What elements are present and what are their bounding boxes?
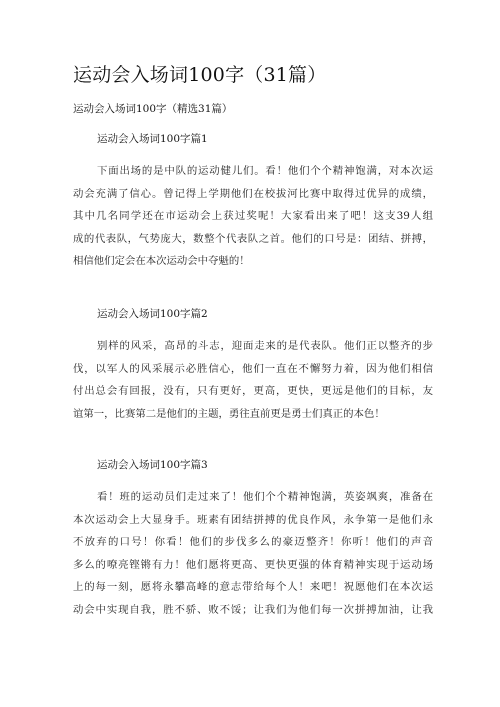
document-title: 运动会入场词100字（31篇）: [73, 64, 327, 86]
paragraph-line: 看！班的运动员们走过来了！他们个个精神饱满，英姿飒爽，准备在: [97, 491, 433, 503]
paragraph-line: 相信他们定会在本次运动会中夺魁的！: [73, 255, 250, 268]
section-heading-2: 运动会入场词100字篇2: [97, 308, 208, 320]
paragraph-line: 上的每一刻，愿将永攀高峰的意志带给每个人！来吧！祝愿他们在本次运: [73, 581, 433, 594]
paragraph-line: 多么的嘹亮铿锵有力！他们愿将更高、更快更强的体育精神实现于运动场: [73, 558, 433, 571]
paragraph-line: 付出总会有回报，没有，只有更好，更高，更快，更远是他们的目标，友: [73, 385, 433, 398]
paragraph-line: 别样的风采，高昂的斗志，迎面走来的是代表队。他们正以整齐的步: [97, 340, 433, 352]
paragraph-line: 不放弃的口号！你看！他们的步伐多么的豪迈整齐！你听！他们的声音: [73, 536, 433, 549]
paragraph-line: 其中几名同学还在市运动会上获过奖呢！大家看出来了吧！这支39人组: [73, 210, 433, 223]
section-body-1: [73, 160, 433, 273]
paragraph-line: 成的代表队，气势庞大，数整个代表队之首。他们的口号是：团结、拼搏，: [73, 232, 433, 245]
paragraph-line: 本次运动会上大显身手。班素有团结拼搏的优良作风，永争第一是他们永: [73, 513, 433, 526]
section-body-2: [73, 335, 433, 425]
paragraph-line: 下面出场的是中队的运动健儿们。看！他们个个精神饱满，对本次运: [97, 165, 433, 177]
paragraph-line: 动会充满了信心。曾记得上学期他们在校拔河比赛中取得过优异的成绩，: [73, 187, 433, 200]
paragraph-line: 谊第一，比赛第二是他们的主题，勇往直前更是勇士们真正的本色！: [73, 407, 385, 420]
paragraph-line: 动会中实现自我，胜不骄、败不馁；让我们为他们每一次拼搏加油，让我: [73, 603, 433, 616]
section-heading-1: 运动会入场词100字篇1: [97, 133, 208, 145]
section-body-3: [73, 486, 433, 622]
document-subtitle: 运动会入场词100字（精选31篇）: [73, 103, 233, 115]
section-heading-3: 运动会入场词100字篇3: [97, 459, 208, 471]
paragraph-line: 伐，以军人的风采展示必胜信心，他们一直在不懈努力着，因为他们相信: [73, 362, 433, 375]
